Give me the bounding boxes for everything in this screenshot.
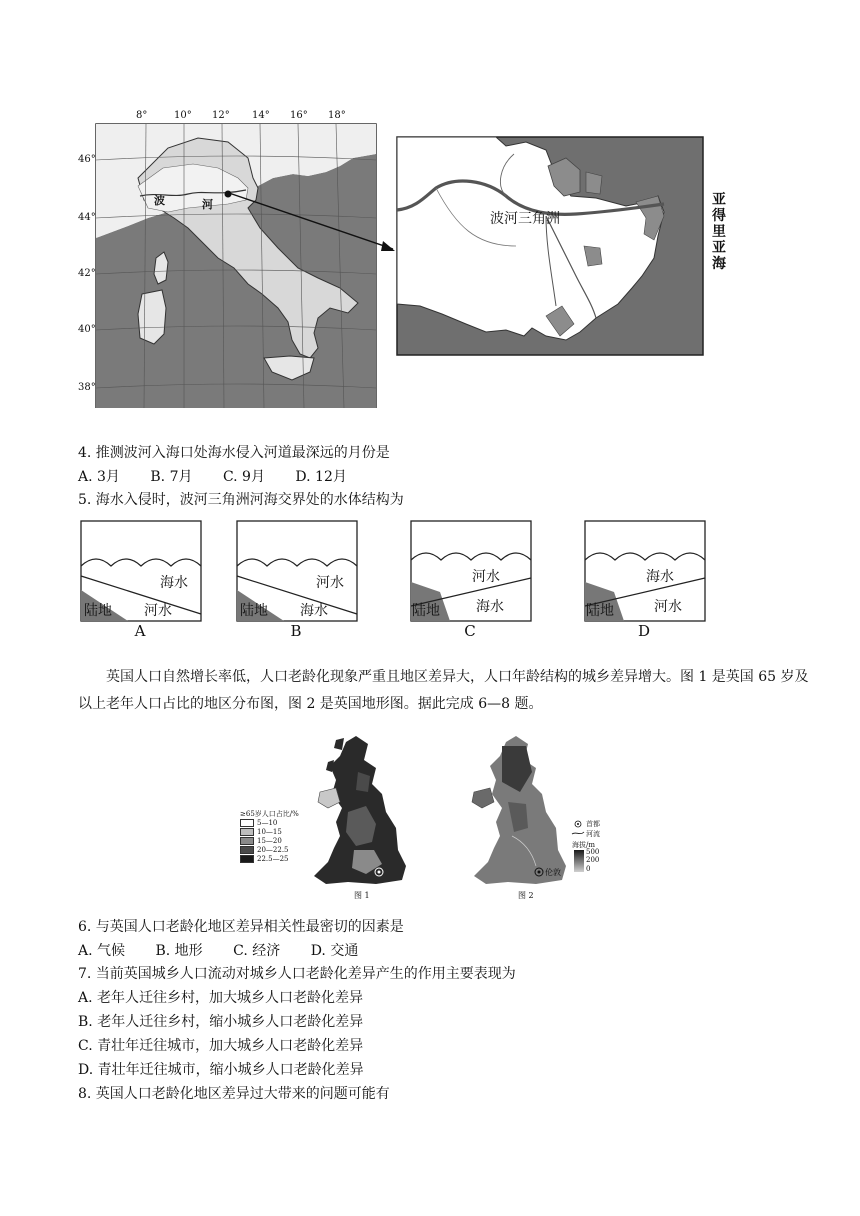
legend-item: 15—20 bbox=[240, 837, 299, 846]
legend-item: 20—22.5 bbox=[240, 846, 299, 855]
land-label: 陆地 bbox=[84, 603, 112, 619]
question-6-options bbox=[78, 941, 384, 961]
lower-water-label: 海水 bbox=[300, 603, 328, 619]
legend-elevation-value: 0 bbox=[586, 865, 591, 873]
option-b[interactable]: B. 地形 bbox=[155, 943, 203, 959]
figure-2-caption: 图 2 bbox=[518, 891, 534, 900]
sea-label: 亚得里亚海 bbox=[712, 192, 726, 272]
diagram-d[interactable] bbox=[584, 520, 706, 642]
legend-item: 22.5—25 bbox=[240, 855, 299, 864]
legend-elevation-value: 200 bbox=[586, 856, 600, 864]
lat-label: 38° bbox=[78, 382, 96, 393]
option-c[interactable]: C. 青壮年迁往城市，加大城乡人口老龄化差异 bbox=[78, 1038, 364, 1054]
option-d[interactable]: D. 交通 bbox=[310, 943, 359, 959]
lat-label: 44° bbox=[78, 212, 96, 223]
lon-label: 14° bbox=[252, 110, 270, 121]
question-8-stem: 8. 英国人口老龄化地区差异过大带来的问题可能有 bbox=[78, 1086, 390, 1102]
diagram-c[interactable] bbox=[410, 520, 532, 642]
question-5-stem: 5. 海水入侵时，波河三角洲河海交界处的水体结构为 bbox=[78, 492, 404, 508]
diagram-letter: D bbox=[637, 622, 651, 640]
delta-label: 波河三角洲 bbox=[490, 211, 560, 227]
option-d[interactable]: D. 12月 bbox=[295, 469, 347, 485]
lon-label: 12° bbox=[212, 110, 230, 121]
lower-water-label: 河水 bbox=[144, 603, 172, 619]
legend-swatch bbox=[240, 828, 254, 836]
upper-water-label: 河水 bbox=[316, 575, 344, 591]
legend-elevation-value: 500 bbox=[586, 848, 600, 856]
po-river-label: 波 bbox=[154, 194, 165, 207]
land-label: 陆地 bbox=[412, 603, 440, 619]
legend-swatch bbox=[240, 819, 254, 827]
diagram-letter: B bbox=[290, 622, 302, 640]
legend-swatch bbox=[240, 846, 254, 854]
lon-label: 16° bbox=[290, 110, 308, 121]
legend-item: 10—15 bbox=[240, 828, 299, 837]
upper-water-label: 海水 bbox=[646, 569, 674, 585]
lon-label: 8° bbox=[136, 110, 148, 121]
question-7-stem: 7. 当前英国城乡人口流动对城乡人口老龄化差异产生的作用主要表现为 bbox=[78, 966, 516, 982]
option-c[interactable]: C. 经济 bbox=[233, 943, 281, 959]
question-4-options bbox=[78, 467, 373, 487]
option-b[interactable]: B. 7月 bbox=[150, 469, 193, 485]
option-c[interactable]: C. 9月 bbox=[222, 469, 265, 485]
option-d[interactable]: D. 青壮年迁往城市，缩小城乡人口老龄化差异 bbox=[78, 1062, 364, 1078]
legend-river: 河流 bbox=[586, 830, 600, 838]
option-b[interactable]: B. 老年人迁往乡村，缩小城乡人口老龄化差异 bbox=[78, 1014, 364, 1030]
upper-water-label: 河水 bbox=[472, 569, 500, 585]
diagram-a[interactable] bbox=[80, 520, 202, 642]
passage-text: 英国人口自然增长率低，人口老龄化现象严重且地区差异大，人口年龄结构的城乡差异增大。图 1 是英国 65 岁及以上老年人口占比的地区分布图，图 2 是英国地形图。据此完成 6—8 题。 bbox=[78, 669, 809, 712]
land-label: 陆地 bbox=[240, 603, 268, 619]
diagram-letter: C bbox=[464, 622, 476, 640]
lat-label: 42° bbox=[78, 268, 96, 279]
po-river-label: 河 bbox=[202, 198, 213, 211]
lower-water-label: 海水 bbox=[476, 599, 504, 615]
legend-swatch bbox=[240, 855, 254, 863]
uk-figures bbox=[236, 732, 616, 902]
diagram-letter: A bbox=[134, 622, 146, 640]
lat-label: 40° bbox=[78, 324, 96, 335]
question-6-stem: 6. 与英国人口老龄化地区差异相关性最密切的因素是 bbox=[78, 919, 404, 935]
option-a[interactable]: A. 3月 bbox=[78, 469, 120, 485]
option-a[interactable]: A. 老年人迁往乡村，加大城乡人口老龄化差异 bbox=[78, 990, 364, 1006]
land-label: 陆地 bbox=[586, 603, 614, 619]
capital-label: 伦敦 bbox=[545, 868, 561, 877]
lower-water-label: 河水 bbox=[654, 599, 682, 615]
legend-title: ≥65岁人口占比/% bbox=[240, 810, 299, 818]
upper-water-label: 海水 bbox=[160, 575, 188, 591]
legend-fig1 bbox=[240, 810, 299, 864]
option-a[interactable]: A. 气候 bbox=[78, 943, 126, 959]
uk-map-fig2 bbox=[472, 736, 566, 884]
legend-swatch bbox=[240, 837, 254, 845]
legend-item: 5—10 bbox=[240, 819, 299, 828]
legend-capital: 首都 bbox=[586, 820, 600, 828]
diagram-b[interactable] bbox=[236, 520, 358, 642]
lat-label: 46° bbox=[78, 154, 96, 165]
po-delta-map bbox=[396, 136, 704, 356]
legend-elevation-title: 海拔/m bbox=[572, 841, 595, 849]
figure-1-caption: 图 1 bbox=[354, 891, 370, 900]
question-4-stem: 4. 推测波河入海口处海水侵入河道最深远的月份是 bbox=[78, 445, 390, 461]
lon-label: 18° bbox=[328, 110, 346, 121]
pointer-arrow bbox=[225, 185, 405, 265]
lon-label: 10° bbox=[174, 110, 192, 121]
uk-map-fig1 bbox=[314, 736, 406, 884]
